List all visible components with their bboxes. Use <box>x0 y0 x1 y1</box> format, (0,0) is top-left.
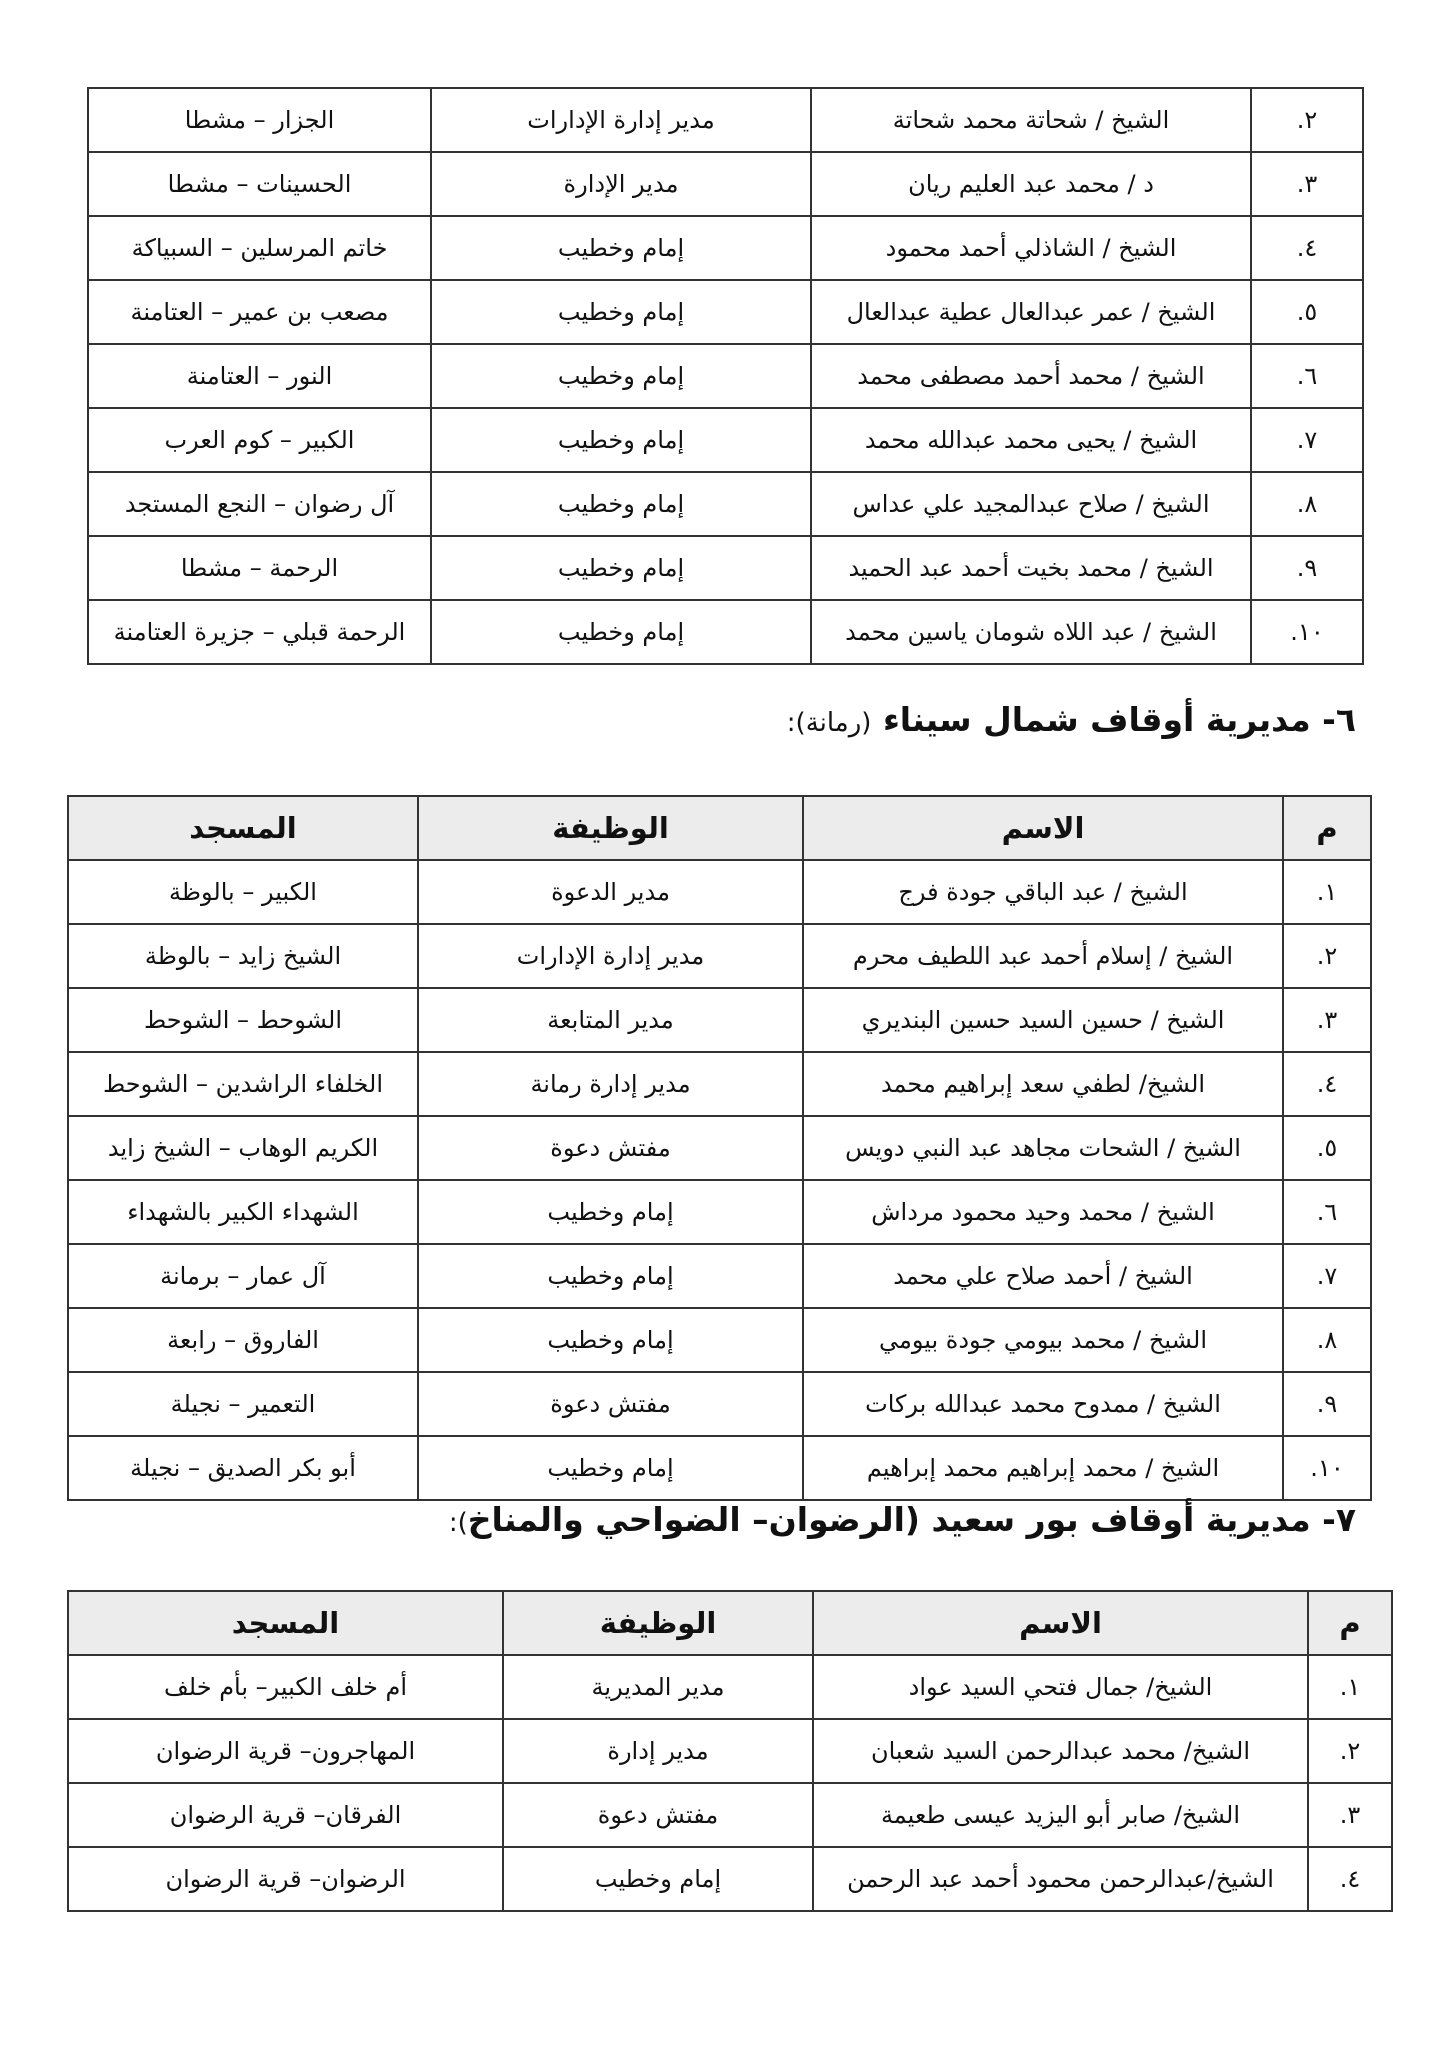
cell-job: إمام وخطيب <box>418 1308 803 1372</box>
table-row <box>68 1116 1371 1180</box>
cell-job: إمام وخطيب <box>431 408 811 472</box>
cell-number: ٧. <box>1251 408 1363 472</box>
cell-number: ١. <box>1283 860 1371 924</box>
cell-mosque: الحسينات – مشطا <box>88 152 431 216</box>
column-header-number: م <box>1308 1591 1392 1655</box>
cell-name: الشيخ/عبدالرحمن محمود أحمد عبد الرحمن <box>813 1847 1308 1911</box>
cell-mosque: النور – العتامنة <box>88 344 431 408</box>
cell-number: ٩. <box>1251 536 1363 600</box>
cell-mosque: الشهداء الكبير بالشهداء <box>68 1180 418 1244</box>
cell-mosque: التعمير – نجيلة <box>68 1372 418 1436</box>
table-header-row <box>68 1591 1392 1655</box>
table-row <box>68 1052 1371 1116</box>
cell-job: مدير إدارة <box>503 1719 813 1783</box>
cell-number: ٥. <box>1283 1116 1371 1180</box>
cell-number: ٢. <box>1283 924 1371 988</box>
cell-job: إمام وخطيب <box>431 600 811 664</box>
cell-name: الشيخ / محمد أحمد مصطفى محمد <box>811 344 1251 408</box>
cell-name: الشيخ / محمد إبراهيم محمد إبراهيم <box>803 1436 1283 1500</box>
section-heading-north-sinai <box>787 700 1356 739</box>
cell-mosque: الرحمة قبلي – جزيرة العتامنة <box>88 600 431 664</box>
cell-number: ٩. <box>1283 1372 1371 1436</box>
table-row <box>68 1847 1392 1911</box>
section-number: ٦- <box>1322 700 1356 739</box>
cell-name: د / محمد عبد العليم ريان <box>811 152 1251 216</box>
cell-name: الشيخ / صلاح عبدالمجيد علي عداس <box>811 472 1251 536</box>
cell-job: مدير إدارة الإدارات <box>431 88 811 152</box>
table-row <box>68 1372 1371 1436</box>
staff-table-port-said <box>67 1590 1393 1912</box>
table-row <box>88 88 1363 152</box>
cell-job: إمام وخطيب <box>418 1244 803 1308</box>
cell-name: الشيخ / إسلام أحمد عبد اللطيف محرم <box>803 924 1283 988</box>
cell-job: إمام وخطيب <box>431 216 811 280</box>
table-row <box>88 600 1363 664</box>
cell-job: مدير المتابعة <box>418 988 803 1052</box>
column-header-job: الوظيفة <box>503 1591 813 1655</box>
cell-name: الشيخ / ممدوح محمد عبدالله بركات <box>803 1372 1283 1436</box>
cell-mosque: الكبير – كوم العرب <box>88 408 431 472</box>
cell-name: الشيخ / محمد وحيد محمود مرداش <box>803 1180 1283 1244</box>
column-header-mosque: المسجد <box>68 1591 503 1655</box>
cell-number: ٦. <box>1283 1180 1371 1244</box>
cell-mosque: الرحمة – مشطا <box>88 536 431 600</box>
column-header-job: الوظيفة <box>418 796 803 860</box>
cell-mosque: الشيخ زايد – بالوظة <box>68 924 418 988</box>
cell-name: الشيخ / الشحات مجاهد عبد النبي دويس <box>803 1116 1283 1180</box>
cell-job: إمام وخطيب <box>431 472 811 536</box>
section-subtitle: (رمانة): <box>786 708 872 738</box>
cell-job: مدير إدارة الإدارات <box>418 924 803 988</box>
cell-mosque: آل عمار – برمانة <box>68 1244 418 1308</box>
cell-number: ٨. <box>1283 1308 1371 1372</box>
cell-mosque: الكريم الوهاب – الشيخ زايد <box>68 1116 418 1180</box>
column-header-name: الاسم <box>813 1591 1308 1655</box>
table-row <box>68 1436 1371 1500</box>
cell-job: مفتش دعوة <box>503 1783 813 1847</box>
table-row <box>68 1308 1371 1372</box>
cell-mosque: الفاروق – رابعة <box>68 1308 418 1372</box>
table-row <box>88 152 1363 216</box>
section-heading-port-said <box>449 1500 1356 1539</box>
table-row <box>88 216 1363 280</box>
table-row <box>68 1180 1371 1244</box>
section-subtitle: ): <box>448 1508 468 1538</box>
cell-name: الشيخ / حسين السيد حسين البنديري <box>803 988 1283 1052</box>
cell-name: الشيخ / عبد الباقي جودة فرج <box>803 860 1283 924</box>
table-row <box>88 472 1363 536</box>
table-row <box>88 280 1363 344</box>
cell-job: إمام وخطيب <box>431 536 811 600</box>
cell-name: الشيخ/ جمال فتحي السيد عواد <box>813 1655 1308 1719</box>
cell-job: إمام وخطيب <box>431 280 811 344</box>
table-row <box>68 1655 1392 1719</box>
staff-table-north-sinai <box>67 795 1372 1501</box>
cell-number: ٢. <box>1308 1719 1392 1783</box>
cell-mosque: الكبير – بالوظة <box>68 860 418 924</box>
cell-number: ٦. <box>1251 344 1363 408</box>
cell-mosque: مصعب بن عمير – العتامنة <box>88 280 431 344</box>
cell-number: ٤. <box>1251 216 1363 280</box>
cell-mosque: آل رضوان – النجع المستجد <box>88 472 431 536</box>
cell-number: ٣. <box>1283 988 1371 1052</box>
section-title: مديرية أوقاف شمال سيناء <box>882 700 1311 739</box>
cell-mosque: أبو بكر الصديق – نجيلة <box>68 1436 418 1500</box>
cell-job: مدير إدارة رمانة <box>418 1052 803 1116</box>
cell-mosque: الجزار – مشطا <box>88 88 431 152</box>
cell-mosque: المهاجرون– قرية الرضوان <box>68 1719 503 1783</box>
cell-number: ٥. <box>1251 280 1363 344</box>
cell-mosque: أم خلف الكبير– بأم خلف <box>68 1655 503 1719</box>
table-row <box>88 344 1363 408</box>
column-header-mosque: المسجد <box>68 796 418 860</box>
cell-name: الشيخ / محمد بيومي جودة بيومي <box>803 1308 1283 1372</box>
table-row <box>88 536 1363 600</box>
cell-mosque: الشوحط – الشوحط <box>68 988 418 1052</box>
table-body <box>68 860 1371 1500</box>
cell-job: مفتش دعوة <box>418 1116 803 1180</box>
table-header-row <box>68 796 1371 860</box>
cell-mosque: الخلفاء الراشدين – الشوحط <box>68 1052 418 1116</box>
cell-job: مدير المديرية <box>503 1655 813 1719</box>
cell-number: ٣. <box>1308 1783 1392 1847</box>
cell-number: ٧. <box>1283 1244 1371 1308</box>
cell-name: الشيخ/ محمد عبدالرحمن السيد شعبان <box>813 1719 1308 1783</box>
section-number: ٧- <box>1322 1500 1356 1539</box>
cell-mosque: الرضوان– قرية الرضوان <box>68 1847 503 1911</box>
table-row <box>68 1244 1371 1308</box>
cell-job: مدير الدعوة <box>418 860 803 924</box>
cell-name: الشيخ / عمر عبدالعال عطية عبدالعال <box>811 280 1251 344</box>
table-row <box>68 1783 1392 1847</box>
cell-number: ٤. <box>1308 1847 1392 1911</box>
column-header-name: الاسم <box>803 796 1283 860</box>
cell-mosque: خاتم المرسلين – السبياكة <box>88 216 431 280</box>
staff-table-continued <box>87 87 1364 665</box>
cell-name: الشيخ / محمد بخيت أحمد عبد الحميد <box>811 536 1251 600</box>
cell-name: الشيخ / الشاذلي أحمد محمود <box>811 216 1251 280</box>
section-title-paren: (الرضوان– الضواحي والمناخ <box>467 1500 920 1539</box>
cell-job: مدير الإدارة <box>431 152 811 216</box>
cell-mosque: الفرقان– قرية الرضوان <box>68 1783 503 1847</box>
cell-name: الشيخ/ لطفي سعد إبراهيم محمد <box>803 1052 1283 1116</box>
cell-number: ٤. <box>1283 1052 1371 1116</box>
cell-number: ١. <box>1308 1655 1392 1719</box>
cell-job: إمام وخطيب <box>431 344 811 408</box>
cell-name: الشيخ / عبد اللاه شومان ياسين محمد <box>811 600 1251 664</box>
cell-job: مفتش دعوة <box>418 1372 803 1436</box>
table-row <box>68 1719 1392 1783</box>
cell-number: ٣. <box>1251 152 1363 216</box>
cell-number: ١٠. <box>1283 1436 1371 1500</box>
section-title: مديرية أوقاف بور سعيد <box>931 1500 1311 1539</box>
cell-name: الشيخ / شحاتة محمد شحاتة <box>811 88 1251 152</box>
cell-job: إمام وخطيب <box>503 1847 813 1911</box>
cell-name: الشيخ / يحيى محمد عبدالله محمد <box>811 408 1251 472</box>
cell-number: ٢. <box>1251 88 1363 152</box>
column-header-number: م <box>1283 796 1371 860</box>
table-body <box>88 88 1363 664</box>
cell-name: الشيخ / أحمد صلاح علي محمد <box>803 1244 1283 1308</box>
table-body <box>68 1655 1392 1911</box>
cell-name: الشيخ/ صابر أبو اليزيد عيسى طعيمة <box>813 1783 1308 1847</box>
table-row <box>68 988 1371 1052</box>
table-row <box>88 408 1363 472</box>
cell-number: ٨. <box>1251 472 1363 536</box>
cell-job: إمام وخطيب <box>418 1436 803 1500</box>
cell-job: إمام وخطيب <box>418 1180 803 1244</box>
table-row <box>68 860 1371 924</box>
table-row <box>68 924 1371 988</box>
cell-number: ١٠. <box>1251 600 1363 664</box>
